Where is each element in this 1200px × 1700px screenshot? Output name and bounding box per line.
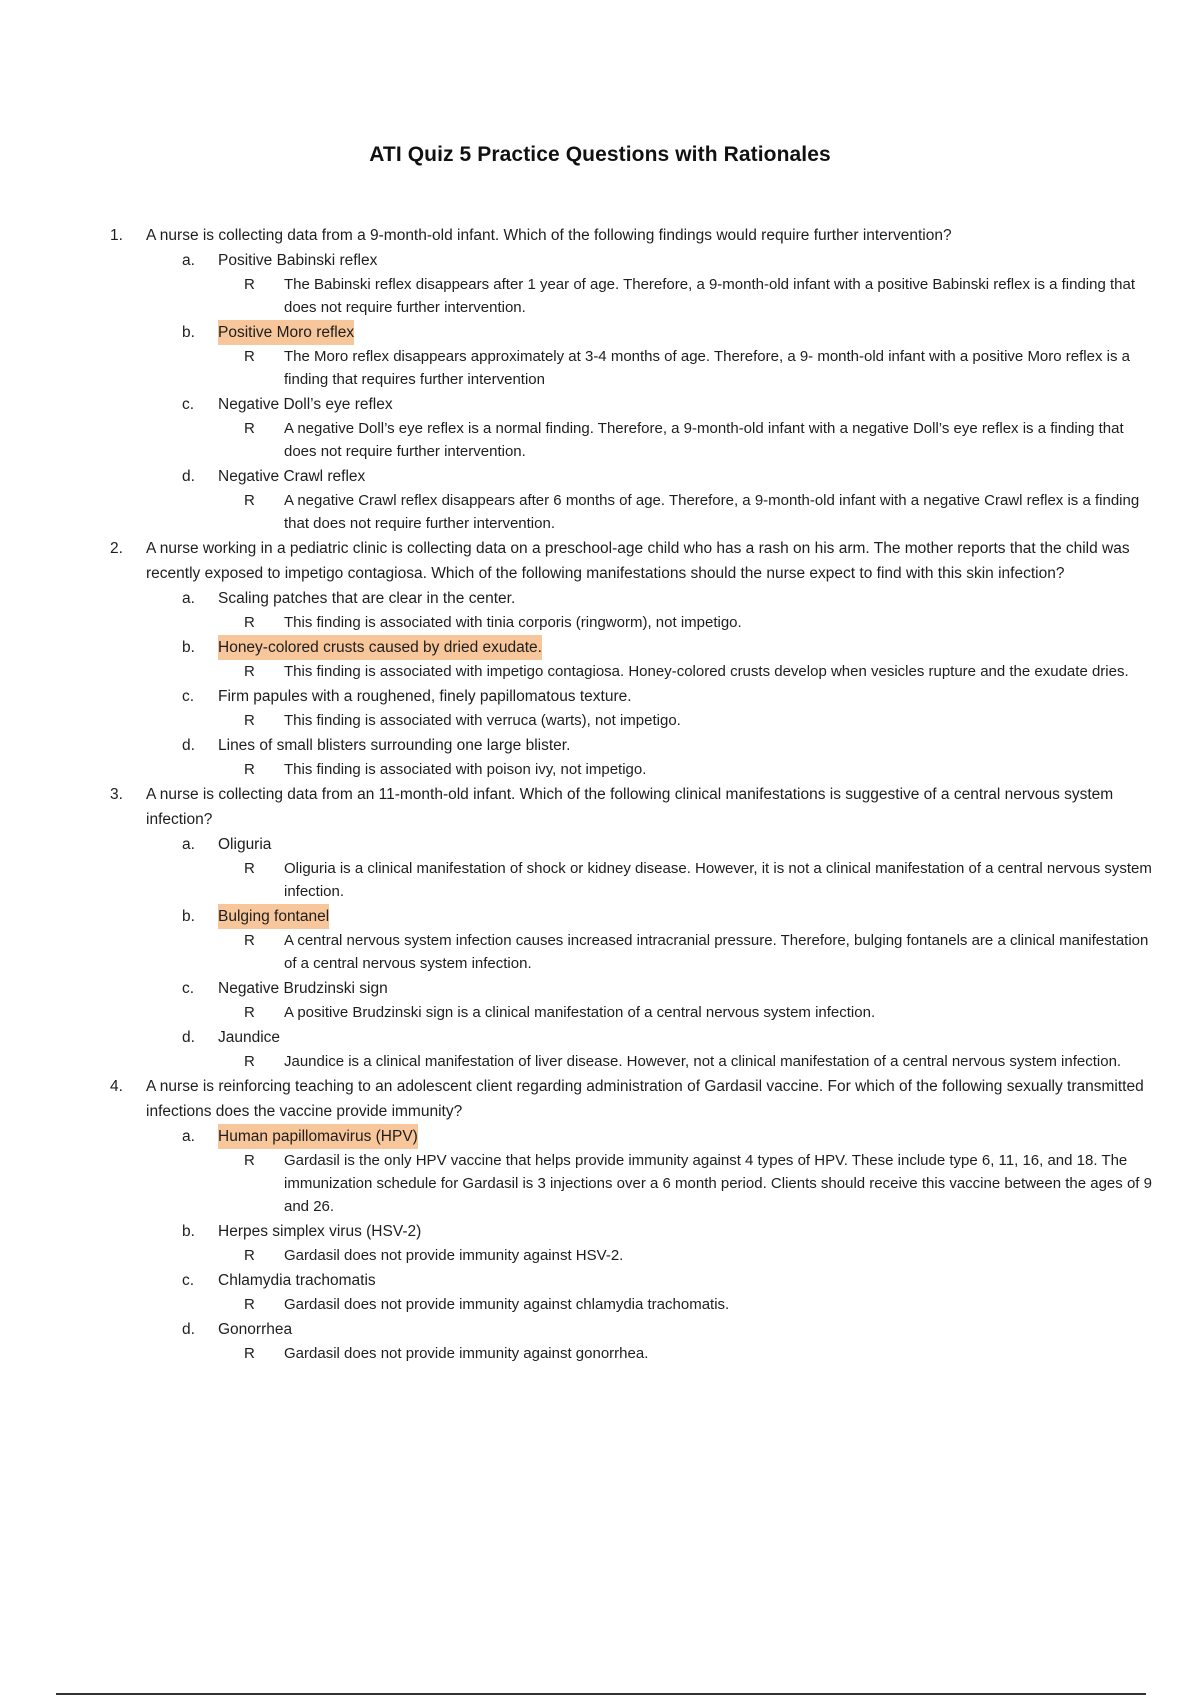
question-number: 3. [110,786,123,803]
answer-option [182,1268,1160,1316]
rationale [244,273,1160,319]
rationale [244,345,1160,391]
rationale-text: This finding is associated with verruca (warts), not impetigo. [284,712,681,729]
correct-answer-highlight: Positive Moro reflex [218,320,354,345]
question-stem [110,223,1160,248]
rationale-text: This finding is associated with poison ivy, not impetigo. [284,761,647,778]
rationale-label: R [244,1345,255,1362]
answer-option [182,1219,1160,1267]
question-text: A nurse is collecting data from an 11-month-old infant. Which of the following clinical manifestations is suggestive of a central nervous system infection? [146,786,1114,828]
answer-option [182,976,1160,1024]
rationale-text: Oliguria is a clinical manifestation of shock or kidney disease. However, it is not a clinical manifestation of a central nervous system infection. [284,860,1152,900]
option-row [182,1268,1160,1293]
rationale [244,1293,1160,1316]
question-text: A nurse working in a pediatric clinic is collecting data on a preschool-age child who has a rash on his arm. The mother reports that the child was recently exposed to impetigo contagiosa. Which of the following manifestations should the nurse expect to find with this skin infection? [146,540,1130,582]
rationale-text: This finding is associated with tinia corporis (ringworm), not impetigo. [284,614,742,631]
option-text: Gonorrhea [218,1321,293,1338]
question-item [110,536,1160,781]
question-item [110,782,1160,1073]
rationale [244,660,1160,683]
answer-option [182,248,1160,319]
rationale [244,1149,1160,1218]
option-row [182,248,1160,273]
answer-option [182,832,1160,903]
option-row [182,1124,1160,1149]
rationale-label: R [244,663,255,680]
answer-option [182,320,1160,391]
question-stem [110,536,1160,586]
option-row [182,1219,1160,1244]
question-stem [110,782,1160,832]
answer-option [182,904,1160,975]
option-letter: c. [182,688,195,705]
rationale-text: A negative Crawl reflex disappears after 6 months of age. Therefore, a 9-month-old infant with a negative Crawl reflex is a finding that does not require further intervention. [284,492,1140,532]
option-row [182,635,1160,660]
option-letter: d. [182,1029,195,1046]
option-text: Jaundice [218,1029,281,1046]
question-number: 4. [110,1078,123,1095]
footer-divider [56,1693,1146,1695]
option-row [182,586,1160,611]
rationale [244,929,1160,975]
answer-option [182,392,1160,463]
rationale [244,1001,1160,1024]
rationale [244,1342,1160,1365]
rationale-label: R [244,614,255,631]
rationale-text: Gardasil does not provide immunity against chlamydia trachomatis. [284,1296,730,1313]
option-text: Herpes simplex virus (HSV-2) [218,1223,422,1240]
option-letter: c. [182,980,195,997]
answer-option [182,684,1160,732]
rationale-text: A positive Brudzinski sign is a clinical manifestation of a central nervous system infection. [284,1004,876,1021]
option-text: Lines of small blisters surrounding one large blister. [218,737,571,754]
rationale [244,857,1160,903]
rationale-text: The Moro reflex disappears approximately at 3-4 months of age. Therefore, a 9- month-old infant with a positive Moro reflex is a finding that requires further intervention [284,348,1130,388]
rationale [244,709,1160,732]
rationale-label: R [244,276,255,293]
rationale-text: The Babinski reflex disappears after 1 year of age. Therefore, a 9-month-old infant with a positive Babinski reflex is a finding that does not require further intervention. [284,276,1136,316]
question-number: 2. [110,540,123,557]
option-letter: a. [182,1128,195,1145]
rationale-text: Gardasil is the only HPV vaccine that helps provide immunity against 4 types of HPV. These include type 6, 11, 16, and 18. The immunization schedule for Gardasil is 3 injections over a 6 month period. Clients should receive this vaccine between the ages of 9 and 26. [284,1152,1152,1215]
rationale-label: R [244,420,255,437]
option-letter: a. [182,590,195,607]
rationale-text: This finding is associated with impetigo contagiosa. Honey-colored crusts develop when vesicles rupture and the exudate dries. [284,663,1129,680]
option-letter: d. [182,468,195,485]
correct-answer-highlight: Honey-colored crusts caused by dried exudate. [218,635,542,660]
option-row [182,464,1160,489]
option-letter: b. [182,639,195,656]
option-row [182,832,1160,857]
rationale [244,611,1160,634]
answer-option [182,464,1160,535]
answer-option [182,1317,1160,1365]
option-letter: a. [182,836,195,853]
option-text: Firm papules with a roughened, finely papillomatous texture. [218,688,632,705]
correct-answer-highlight: Human papillomavirus (HPV) [218,1124,418,1149]
rationale-text: A central nervous system infection causes increased intracranial pressure. Therefore, bulging fontanels are a clinical manifestation of a central nervous system infection. [284,932,1149,972]
option-letter: c. [182,1272,195,1289]
option-text: Negative Brudzinski sign [218,980,388,997]
option-letter: b. [182,1223,195,1240]
option-row [182,733,1160,758]
rationale [244,1050,1160,1073]
option-row [182,904,1160,929]
rationale [244,1244,1160,1267]
option-row [182,1317,1160,1342]
question-list [110,223,1160,1366]
answer-option [182,1025,1160,1073]
option-text: Chlamydia trachomatis [218,1272,376,1289]
rationale-label: R [244,712,255,729]
question-item [110,1074,1160,1365]
question-number: 1. [110,227,123,244]
option-text: Oliguria [218,836,272,853]
option-row [182,392,1160,417]
rationale-label: R [244,348,255,365]
option-row [182,320,1160,345]
rationale-label: R [244,1247,255,1264]
option-row [182,1025,1160,1050]
rationale [244,758,1160,781]
option-letter: d. [182,1321,195,1338]
rationale-label: R [244,1004,255,1021]
question-item [110,223,1160,535]
rationale-label: R [244,1296,255,1313]
answer-option [182,586,1160,634]
rationale-label: R [244,761,255,778]
option-row [182,684,1160,709]
rationale-text: Jaundice is a clinical manifestation of liver disease. However, not a clinical manifestation of a central nervous system infection. [284,1053,1122,1070]
option-row [182,976,1160,1001]
rationale-label: R [244,1053,255,1070]
option-text: Positive Babinski reflex [218,252,378,269]
rationale-label: R [244,932,255,949]
option-letter: a. [182,252,195,269]
question-text: A nurse is reinforcing teaching to an adolescent client regarding administration of Gardasil vaccine. For which of the following sexually transmitted infections does the vaccine provide immunity? [146,1078,1144,1120]
answer-option [182,733,1160,781]
answer-option [182,1124,1160,1218]
rationale-label: R [244,1152,255,1169]
question-text: A nurse is collecting data from a 9-month-old infant. Which of the following findings would require further intervention? [146,227,952,244]
rationale-text: Gardasil does not provide immunity against HSV-2. [284,1247,624,1264]
page-title: ATI Quiz 5 Practice Questions with Rationales [369,143,831,166]
option-letter: c. [182,396,195,413]
option-letter: b. [182,908,195,925]
option-letter: d. [182,737,195,754]
question-stem [110,1074,1160,1124]
rationale-text: A negative Doll’s eye reflex is a normal finding. Therefore, a 9-month-old infant with a negative Doll’s eye reflex is a finding that does not require further intervention. [284,420,1124,460]
rationale [244,489,1160,535]
option-text: Negative Crawl reflex [218,468,366,485]
rationale [244,417,1160,463]
answer-option [182,635,1160,683]
rationale-label: R [244,860,255,877]
rationale-label: R [244,492,255,509]
option-text: Scaling patches that are clear in the center. [218,590,516,607]
option-letter: b. [182,324,195,341]
option-text: Negative Doll’s eye reflex [218,396,393,413]
correct-answer-highlight: Bulging fontanel [218,904,329,929]
rationale-text: Gardasil does not provide immunity against gonorrhea. [284,1345,649,1362]
